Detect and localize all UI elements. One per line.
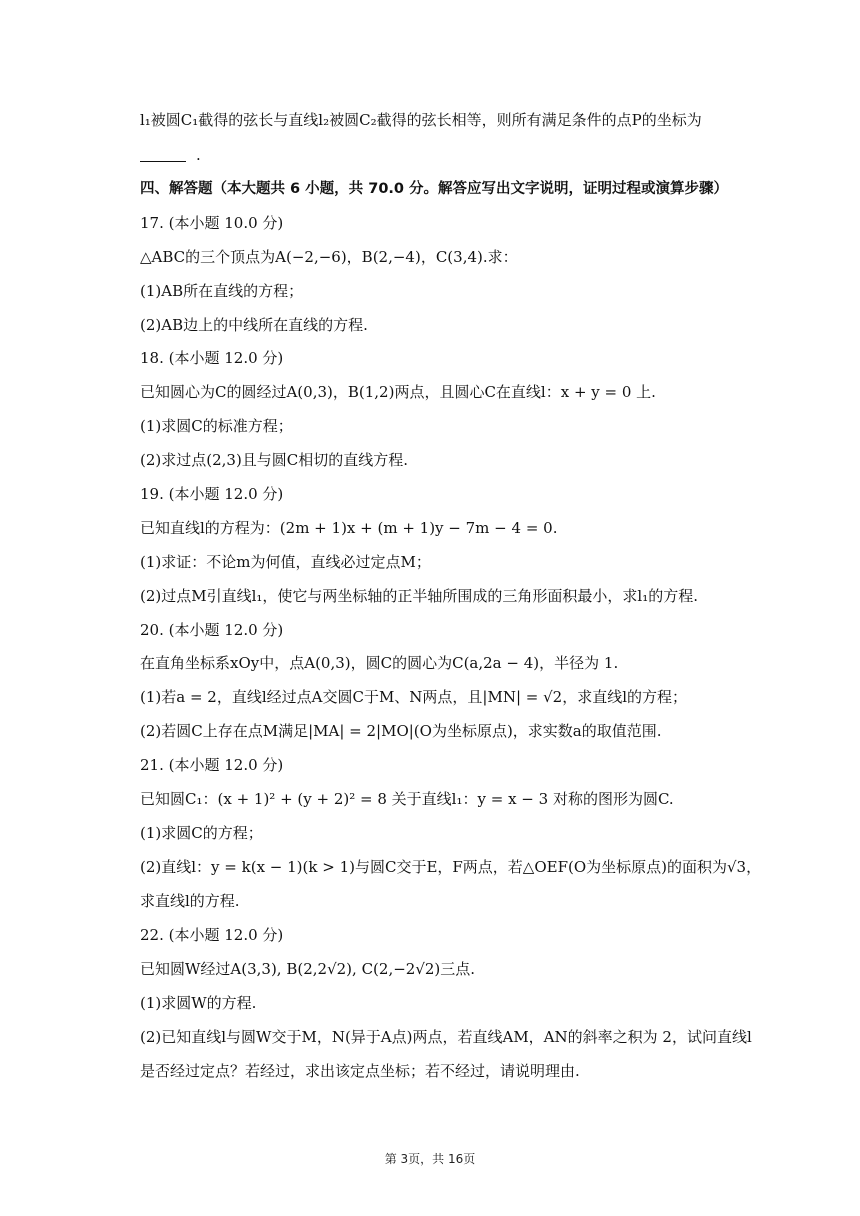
text-line: (1)求圆C的标准方程；: [140, 417, 293, 435]
answer-blank: [140, 147, 186, 162]
section-heading: 四、解答题（本大题共 6 小题，共 70.0 分。解答应写出文字说明，证明过程或演算步骤）: [140, 181, 729, 197]
text-line: (2)求过点(2,3)且与圆C相切的直线方程.: [140, 451, 409, 469]
question-number: 17. (本小题 10.0 分): [140, 214, 284, 232]
text-line: (2)若圆C上存在点M满足|MA| = 2|MO|(O为坐标原点)，求实数a的取值范围.: [140, 722, 662, 740]
text-line: (1)求圆W的方程.: [140, 994, 257, 1012]
text-line: 已知圆心为C的圆经过A(0,3)，B(1,2)两点，且圆心C在直线l：x + y = 0 上.: [140, 383, 656, 401]
text-line: (2)AB边上的中线所在直线的方程.: [140, 316, 368, 334]
text-line: (1)若a = 2，直线l经过点A交圆C于M、N两点，且|MN| = √2，求直线l的方程；: [140, 688, 688, 706]
text-line: (1)求圆C的方程；: [140, 824, 263, 842]
text-line: (1)求证：不论m为何值，直线必过定点M；: [140, 553, 431, 571]
question-number: 18. (本小题 12.0 分): [140, 349, 284, 367]
question-number: 22. (本小题 12.0 分): [140, 926, 284, 944]
page-footer: 第 3页，共 16页: [384, 1152, 476, 1166]
text-line: (2)过点M引直线l₁，使它与两坐标轴的正半轴所围成的三角形面积最小，求l₁的方程.: [140, 587, 698, 605]
text-line: 已知圆W经过A(3,3), B(2,2√2), C(2,−2√2)三点.: [140, 960, 476, 978]
text-line: 已知直线l的方程为：(2m + 1)x + (m + 1)y − 7m − 4 = 0.: [140, 519, 558, 537]
text-line: (1)AB所在直线的方程；: [140, 282, 304, 300]
text-line: 已知圆C₁：(x + 1)² + (y + 2)² = 8 关于直线l₁：y = x − 3 对称的图形为圆C.: [140, 790, 674, 808]
text-line: (2)直线l：y = k(x − 1)(k > 1)与圆C交于E，F两点，若△OEF(O为坐标原点)的面积为√3，: [140, 858, 762, 876]
answer-blank-line: [140, 144, 760, 166]
text-line: l₁被圆C₁截得的弦长与直线l₂被圆C₂截得的弦长相等，则所有满足条件的点P的坐标为: [140, 111, 702, 129]
question-number: 20. (本小题 12.0 分): [140, 621, 284, 639]
text-line: 在直角坐标系xOy中，点A(0,3)，圆C的圆心为C(a,2a − 4)，半径为 1.: [140, 654, 619, 672]
text-line: △ABC的三个顶点为A(−2,−6)，B(2,−4)，C(3,4).求：: [140, 248, 518, 266]
question-number: 21. (本小题 12.0 分): [140, 756, 284, 774]
text-line: (2)已知直线l与圆W交于M，N(异于A点)两点，若直线AM，AN的斜率之积为 2，试问直线l: [140, 1028, 752, 1046]
text-line: 求直线l的方程.: [140, 892, 240, 910]
text-line: 是否经过定点？若经过，求出该定点坐标；若不经过，请说明理由.: [140, 1062, 580, 1080]
text-line: .: [196, 146, 201, 164]
question-number: 19. (本小题 12.0 分): [140, 485, 284, 503]
